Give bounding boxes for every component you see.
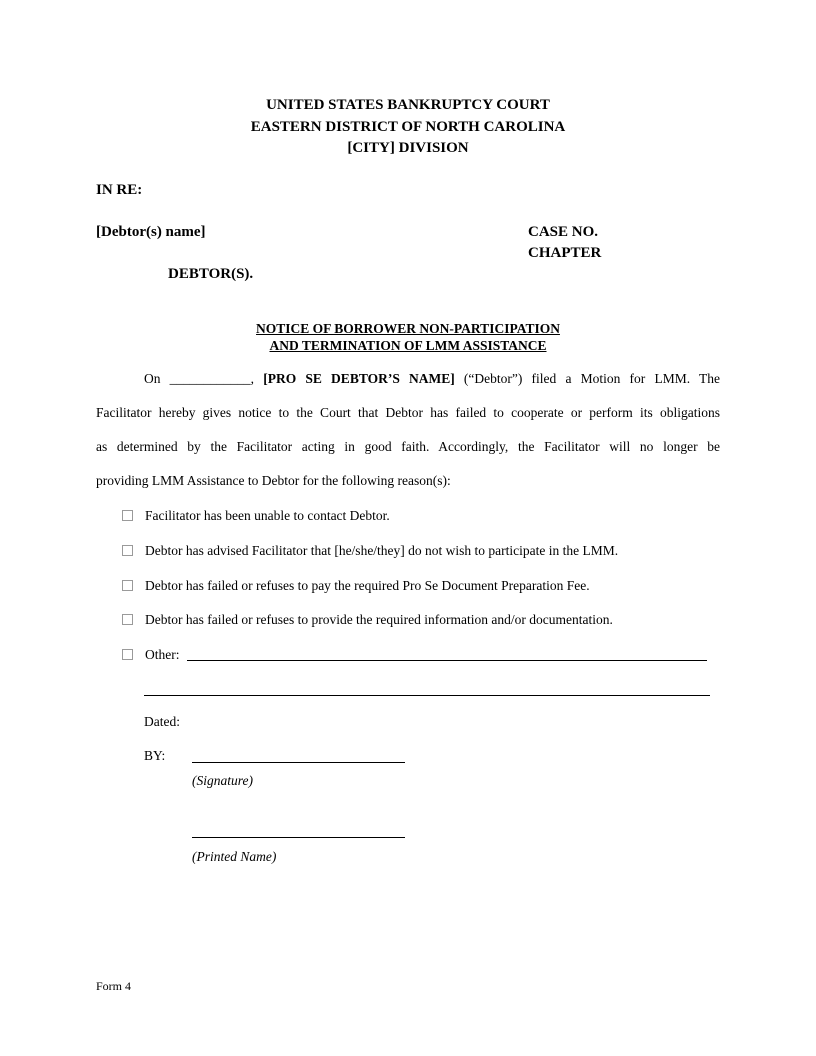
other-reason-line-2[interactable] bbox=[144, 695, 710, 696]
printed-name-line[interactable] bbox=[192, 837, 405, 838]
notice-title-line2: AND TERMINATION OF LMM ASSISTANCE bbox=[269, 338, 547, 353]
reason-checkbox[interactable] bbox=[122, 510, 133, 521]
reason-item-documentation bbox=[122, 612, 613, 628]
reason-label: Debtor has failed or refuses to pay the required Pro Se Document Preparation Fee. bbox=[145, 578, 590, 593]
reason-checkbox[interactable] bbox=[122, 649, 133, 660]
other-reason-line[interactable] bbox=[187, 660, 707, 661]
notice-title-line1: NOTICE OF BORROWER NON-PARTICIPATION bbox=[256, 321, 560, 336]
reason-checkbox[interactable] bbox=[122, 580, 133, 591]
printed-name-caption: (Printed Name) bbox=[192, 849, 277, 864]
on-word: On bbox=[144, 371, 161, 386]
reason-label: Other: bbox=[145, 647, 180, 662]
signature-caption: (Signature) bbox=[192, 773, 253, 788]
paragraph-line-1-rest: (“Debtor”) filed a Motion for LMM. The bbox=[463, 371, 720, 386]
paragraph-line-4: providing LMM Assistance to Debtor for the following reason(s): bbox=[96, 473, 451, 488]
in-re-label: IN RE: bbox=[96, 182, 143, 198]
reason-item-fee bbox=[122, 578, 590, 594]
reason-label: Debtor has advised Facilitator that [he/she/they] do not wish to participate in the LMM. bbox=[145, 543, 619, 558]
case-no-label: CASE NO. bbox=[528, 224, 599, 240]
court-name: UNITED STATES BANKRUPTCY COURT bbox=[266, 97, 550, 113]
debtor-name: [Debtor(s) name] bbox=[96, 224, 206, 240]
reason-label: Facilitator has been unable to contact Debtor. bbox=[145, 508, 390, 523]
debtor-label: DEBTOR(S). bbox=[168, 266, 254, 282]
reason-item-other bbox=[122, 647, 180, 663]
reason-checkbox[interactable] bbox=[122, 545, 133, 556]
paragraph-line-3: as determined by the Facilitator acting in good faith. Accordingly, the Facilitator will no longer be bbox=[96, 439, 720, 454]
date-blank: ____________ bbox=[169, 371, 251, 386]
chapter-label: CHAPTER bbox=[528, 245, 602, 261]
reason-label: Debtor has failed or refuses to provide the required information and/or documentation. bbox=[145, 612, 613, 627]
debtor-name-placeholder: [PRO SE DEBTOR’S NAME] bbox=[263, 371, 455, 386]
by-label: BY: bbox=[144, 748, 166, 763]
reason-item-unable-contact bbox=[122, 508, 390, 524]
form-number: Form 4 bbox=[96, 979, 132, 993]
court-district: EASTERN DISTRICT OF NORTH CAROLINA bbox=[250, 119, 566, 135]
paragraph-line-1 bbox=[96, 371, 720, 387]
dated-label: Dated: bbox=[144, 714, 180, 729]
paragraph-line-2: Facilitator hereby gives notice to the Court that Debtor has failed to cooperate or perform its obligations bbox=[96, 405, 720, 420]
court-division: [CITY] DIVISION bbox=[347, 140, 469, 156]
reason-checkbox[interactable] bbox=[122, 614, 133, 625]
signature-line[interactable] bbox=[192, 762, 405, 763]
comma: , bbox=[250, 371, 255, 386]
reason-item-no-participate bbox=[122, 543, 618, 559]
